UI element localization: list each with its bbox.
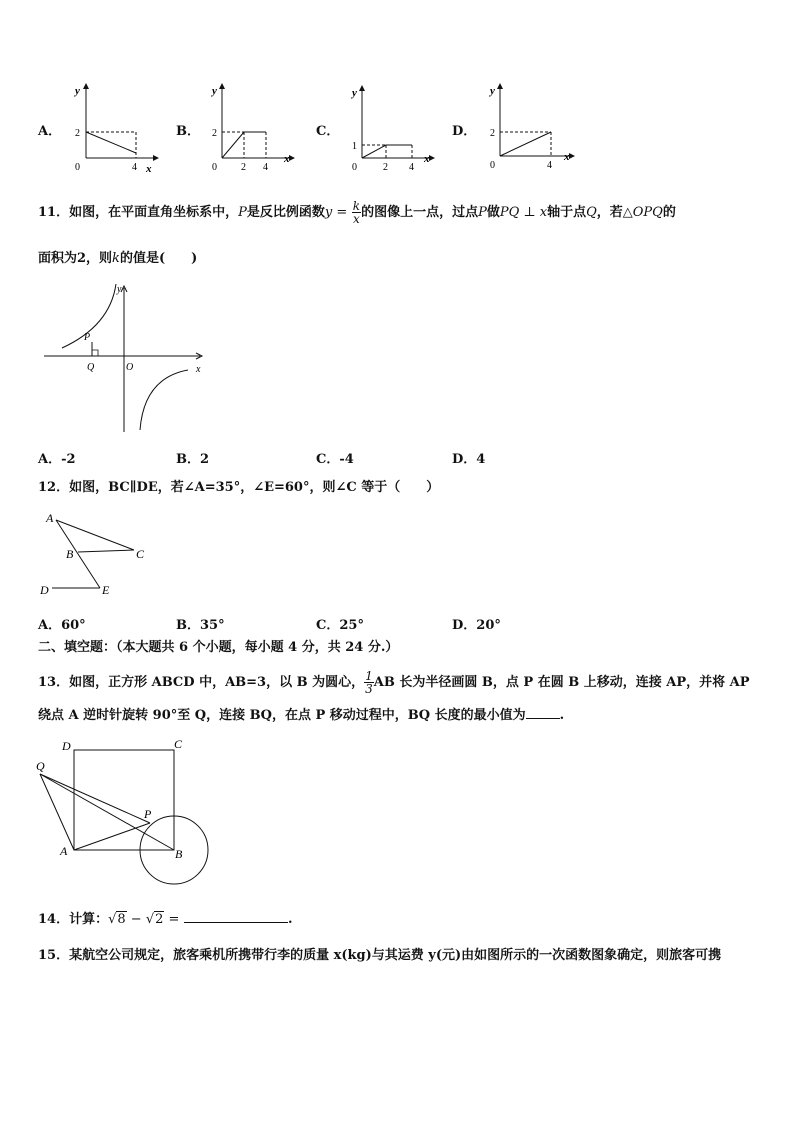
- q10-option-c-graph: [342, 84, 442, 172]
- q13-line1: 13．如图，正方形 ABCD 中，AB=3，以 B 为圆心， $\frac{1}{3}$ AB 长为半径画圆 B，点 P 在圆 B 上移动，连接 AP，并将 AP: [38, 669, 750, 696]
- q12-stem: 12．如图，BC∥DE，若∠A=35°，∠E=60°，则∠C 等于（ ）: [38, 480, 440, 495]
- y-axis-label: y: [490, 85, 495, 97]
- q12-figure: [38, 508, 150, 600]
- x-axis-label: x: [564, 151, 570, 163]
- fig-e-label: E: [102, 583, 110, 597]
- y-tick: 1: [352, 141, 357, 152]
- q11-line2: 面积为2，则k的值是( ): [38, 251, 198, 266]
- q11-figure: [40, 282, 210, 434]
- x-axis-label: x: [284, 153, 290, 165]
- x-tick: 4: [132, 162, 137, 172]
- fig-q-label: Q: [36, 759, 45, 773]
- x-tick: 4: [547, 160, 552, 171]
- x-tick-2: 4: [409, 162, 414, 172]
- q11-option-a: A．-2: [38, 452, 76, 467]
- fig-p-label: P: [84, 332, 91, 343]
- fig-o-label: O: [126, 362, 134, 373]
- q11-option-c: C．-4: [316, 452, 354, 467]
- x-tick-1: 2: [383, 162, 388, 172]
- y-axis-label: y: [212, 85, 217, 97]
- answer-blank-14[interactable]: [184, 922, 288, 923]
- fraction-one-third: $\frac{1}{3}$: [365, 669, 373, 696]
- fig-b-label: B: [175, 847, 183, 861]
- fig-d-label: D: [40, 583, 49, 597]
- x-tick-2: 4: [263, 162, 268, 172]
- fig-a-label: A: [60, 844, 68, 858]
- q11-option-b: B．2: [176, 452, 210, 467]
- origin-label: 0: [352, 162, 357, 172]
- fig-c-label: C: [136, 547, 145, 561]
- q11-option-d: D．4: [452, 452, 486, 467]
- q10-option-d-letter: D．: [452, 124, 477, 139]
- origin-label: 0: [75, 162, 80, 172]
- q12-option-b: B．35°: [176, 618, 225, 633]
- fraction-k-over-x: $\frac{k}{x}$: [352, 199, 361, 226]
- x-axis-label: x: [146, 163, 152, 172]
- fig-q-label: Q: [87, 362, 95, 373]
- sqrt-2: √2: [145, 912, 164, 927]
- x-tick-1: 2: [241, 162, 246, 172]
- fig-a-label: A: [46, 511, 54, 525]
- origin-label: 0: [212, 162, 217, 172]
- q13-line2: 绕点 A 逆时针旋转 90°至 Q，连接 BQ，在点 P 移动过程中，BQ 长度的最小值为 .: [38, 708, 565, 723]
- q10-option-a-graph: [66, 80, 166, 172]
- q10-option-b-graph: [204, 80, 304, 172]
- q11-line1: 11．如图，在平面直角坐标系中，P是反比例函数y = $\frac{k}{x}$ 的图像上一点，过点P做PQ ⊥ x轴于点Q，若△OPQ的: [38, 199, 676, 226]
- fig-d-label: D: [62, 739, 71, 753]
- q12-option-d: D．20°: [452, 618, 501, 633]
- fig-c-label: C: [174, 737, 183, 751]
- y-axis-label: y: [75, 85, 80, 97]
- q14-stem: 14．计算：√8 − √2 = .: [38, 912, 293, 927]
- answer-blank-13[interactable]: [526, 718, 560, 719]
- q12-option-a: A．60°: [38, 618, 86, 633]
- q10-option-c-letter: C．: [316, 124, 340, 139]
- q10-option-d-graph: [480, 80, 580, 172]
- y-axis-label: y: [352, 87, 357, 99]
- fig-y-label: y: [117, 284, 122, 295]
- q12-option-c: C．25°: [316, 618, 364, 633]
- fig-x-label: x: [196, 364, 201, 375]
- sqrt-8: √8: [108, 912, 126, 927]
- origin-label: 0: [490, 160, 495, 171]
- y-tick: 2: [490, 128, 495, 139]
- q10-option-b-letter: B．: [176, 124, 200, 139]
- fig-b-label: B: [66, 547, 74, 561]
- y-tick: 2: [212, 128, 217, 139]
- x-axis-label: x: [424, 153, 430, 165]
- section-2-header: 二、填空题：（本大题共 6 个小题，每小题 4 分，共 24 分.）: [38, 640, 399, 655]
- q13-figure: [32, 734, 214, 890]
- y-tick: 2: [75, 128, 80, 139]
- fig-p-label: P: [144, 807, 152, 821]
- q15-stem: 15．某航空公司规定，旅客乘机所携带行李的质量 x(kg)与其运费 y(元)由如图所示的一次函数图象确定，则旅客可携: [38, 948, 722, 963]
- q10-option-a-letter: A．: [38, 124, 62, 139]
